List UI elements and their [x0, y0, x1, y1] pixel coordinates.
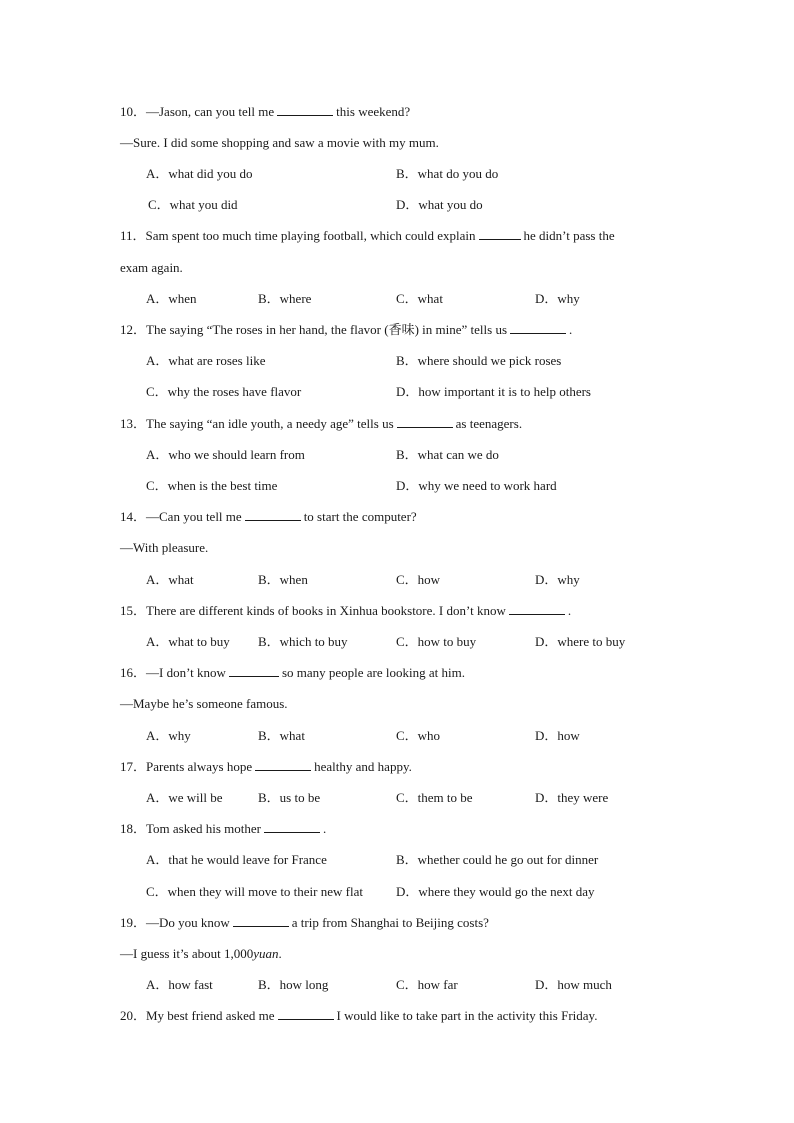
- question-20-stem: 20．My best friend asked me: [120, 1008, 275, 1023]
- answer-blank: [255, 759, 311, 771]
- question-12-option-c: C．why the roses have flavor: [146, 384, 302, 399]
- question-10-stem-end: this weekend?: [336, 104, 411, 119]
- question-15-option-b: B．which to buy: [258, 634, 348, 649]
- answer-blank: [277, 104, 333, 116]
- question-14: [120, 509, 417, 525]
- question-17-option-b: B．us to be: [258, 790, 321, 805]
- question-17-option-a: A．we will be: [146, 790, 223, 805]
- question-15-stem: 15．There are different kinds of books in Xinhua bookstore. I don’t know: [120, 603, 506, 618]
- question-20-stem-end: I would like to take part in the activity this Friday.: [336, 1008, 598, 1023]
- question-10-option-d: D．what you do: [396, 197, 483, 212]
- question-18-option-b: B．whether could he go out for dinner: [396, 852, 599, 867]
- question-15-option-d: D．where to buy: [535, 634, 626, 649]
- question-11-stem-end: he didn’t pass the: [523, 228, 615, 243]
- question-19-reply-end: .: [278, 946, 282, 961]
- question-16-option-a: A．why: [146, 728, 191, 743]
- question-13-option-d: D．why we need to work hard: [396, 478, 557, 493]
- question-15: [120, 603, 571, 619]
- question-14-option-d: D．why: [535, 572, 580, 587]
- answer-blank: [229, 665, 279, 677]
- question-13-stem-end: as teenagers.: [455, 416, 523, 431]
- question-11: [120, 228, 615, 244]
- answer-blank: [264, 821, 320, 833]
- question-15-option-a: A．what to buy: [146, 634, 230, 649]
- question-10: [120, 104, 410, 120]
- question-16-stem: 16．—I don’t know: [120, 665, 226, 680]
- question-11-stem: 11．Sam spent too much time playing football, which could explain: [120, 228, 476, 243]
- question-17-option-d: D．they were: [535, 790, 609, 805]
- question-11-option-b: B．where: [258, 291, 312, 306]
- question-11-option-c: C．what: [396, 291, 443, 306]
- question-11-stem-line2: exam again.: [120, 260, 183, 275]
- question-19-reply-unit: yuan: [253, 946, 279, 961]
- question-14-option-b: B．when: [258, 572, 308, 587]
- question-12-option-a: A．what are roses like: [146, 353, 266, 368]
- question-18-stem-end: .: [323, 821, 327, 836]
- question-18-option-d: D．where they would go the next day: [396, 884, 595, 899]
- question-11-option-d: D．why: [535, 291, 580, 306]
- question-15-stem-end: .: [567, 603, 572, 618]
- question-13-option-a: A．who we should learn from: [146, 447, 305, 462]
- question-19-stem-end: a trip from Shanghai to Beijing costs?: [291, 915, 489, 930]
- question-17-option-c: C．them to be: [396, 790, 473, 805]
- question-13-option-c: C．when is the best time: [146, 478, 278, 493]
- question-16-option-d: D．how: [535, 728, 580, 743]
- question-17-stem: 17．Parents always hope: [120, 759, 253, 774]
- answer-blank: [510, 322, 566, 334]
- question-10-stem: 10．—Jason, can you tell me: [120, 104, 275, 119]
- question-12-stem-end: .: [569, 322, 573, 337]
- question-19-reply-text: —I guess it’s about 1,000: [120, 946, 254, 961]
- question-13-option-b: B．what can we do: [396, 447, 499, 462]
- question-13: [120, 416, 522, 432]
- question-12-stem: 12．The saying “The roses in her hand, the flavor (香味) in mine” tells us: [120, 322, 508, 337]
- question-13-stem: 13．The saying “an idle youth, a needy age” tells us: [120, 416, 394, 431]
- answer-blank: [397, 416, 453, 428]
- question-16-option-c: C．who: [396, 728, 441, 743]
- question-19: [120, 915, 489, 931]
- question-14-stem-end: to start the computer?: [303, 509, 417, 524]
- question-19-option-c: C．how far: [396, 977, 458, 992]
- question-16-option-b: B．what: [258, 728, 305, 743]
- question-10-reply: —Sure. I did some shopping and saw a movie with my mum.: [120, 135, 439, 150]
- question-12-option-d: D．how important it is to help others: [396, 384, 591, 399]
- question-14-stem: 14．—Can you tell me: [120, 509, 242, 524]
- question-14-reply: —With pleasure.: [120, 540, 209, 555]
- answer-blank: [233, 915, 289, 927]
- question-17: [120, 759, 412, 775]
- question-19-stem: 19．—Do you know: [120, 915, 230, 930]
- question-19-option-a: A．how fast: [146, 977, 213, 992]
- question-16-stem-end: so many people are looking at him.: [281, 665, 465, 680]
- question-18: [120, 821, 326, 837]
- question-17-stem-end: healthy and happy.: [314, 759, 412, 774]
- question-18-stem: 18．Tom asked his mother: [120, 821, 261, 836]
- question-14-option-c: C．how: [396, 572, 441, 587]
- answer-blank: [509, 603, 565, 615]
- question-15-option-c: C．how to buy: [396, 634, 477, 649]
- question-19-reply: [120, 946, 282, 962]
- answer-blank: [278, 1008, 334, 1020]
- question-10-option-c: C．what you did: [148, 197, 238, 212]
- question-19-option-d: D．how much: [535, 977, 612, 992]
- question-10-option-b: B．what do you do: [396, 166, 499, 181]
- answer-blank: [479, 228, 521, 240]
- question-10-option-a: A．what did you do: [146, 166, 253, 181]
- question-12: [120, 322, 572, 338]
- question-18-option-c: C．when they will move to their new flat: [146, 884, 363, 899]
- question-19-option-b: B．how long: [258, 977, 329, 992]
- question-20: [120, 1008, 597, 1024]
- question-16-reply: —Maybe he’s someone famous.: [120, 696, 288, 711]
- answer-blank: [245, 509, 301, 521]
- question-11-option-a: A．when: [146, 291, 197, 306]
- question-12-option-b: B．where should we pick roses: [396, 353, 562, 368]
- question-16: [120, 665, 465, 681]
- question-18-option-a: A．that he would leave for France: [146, 852, 327, 867]
- question-14-option-a: A．what: [146, 572, 194, 587]
